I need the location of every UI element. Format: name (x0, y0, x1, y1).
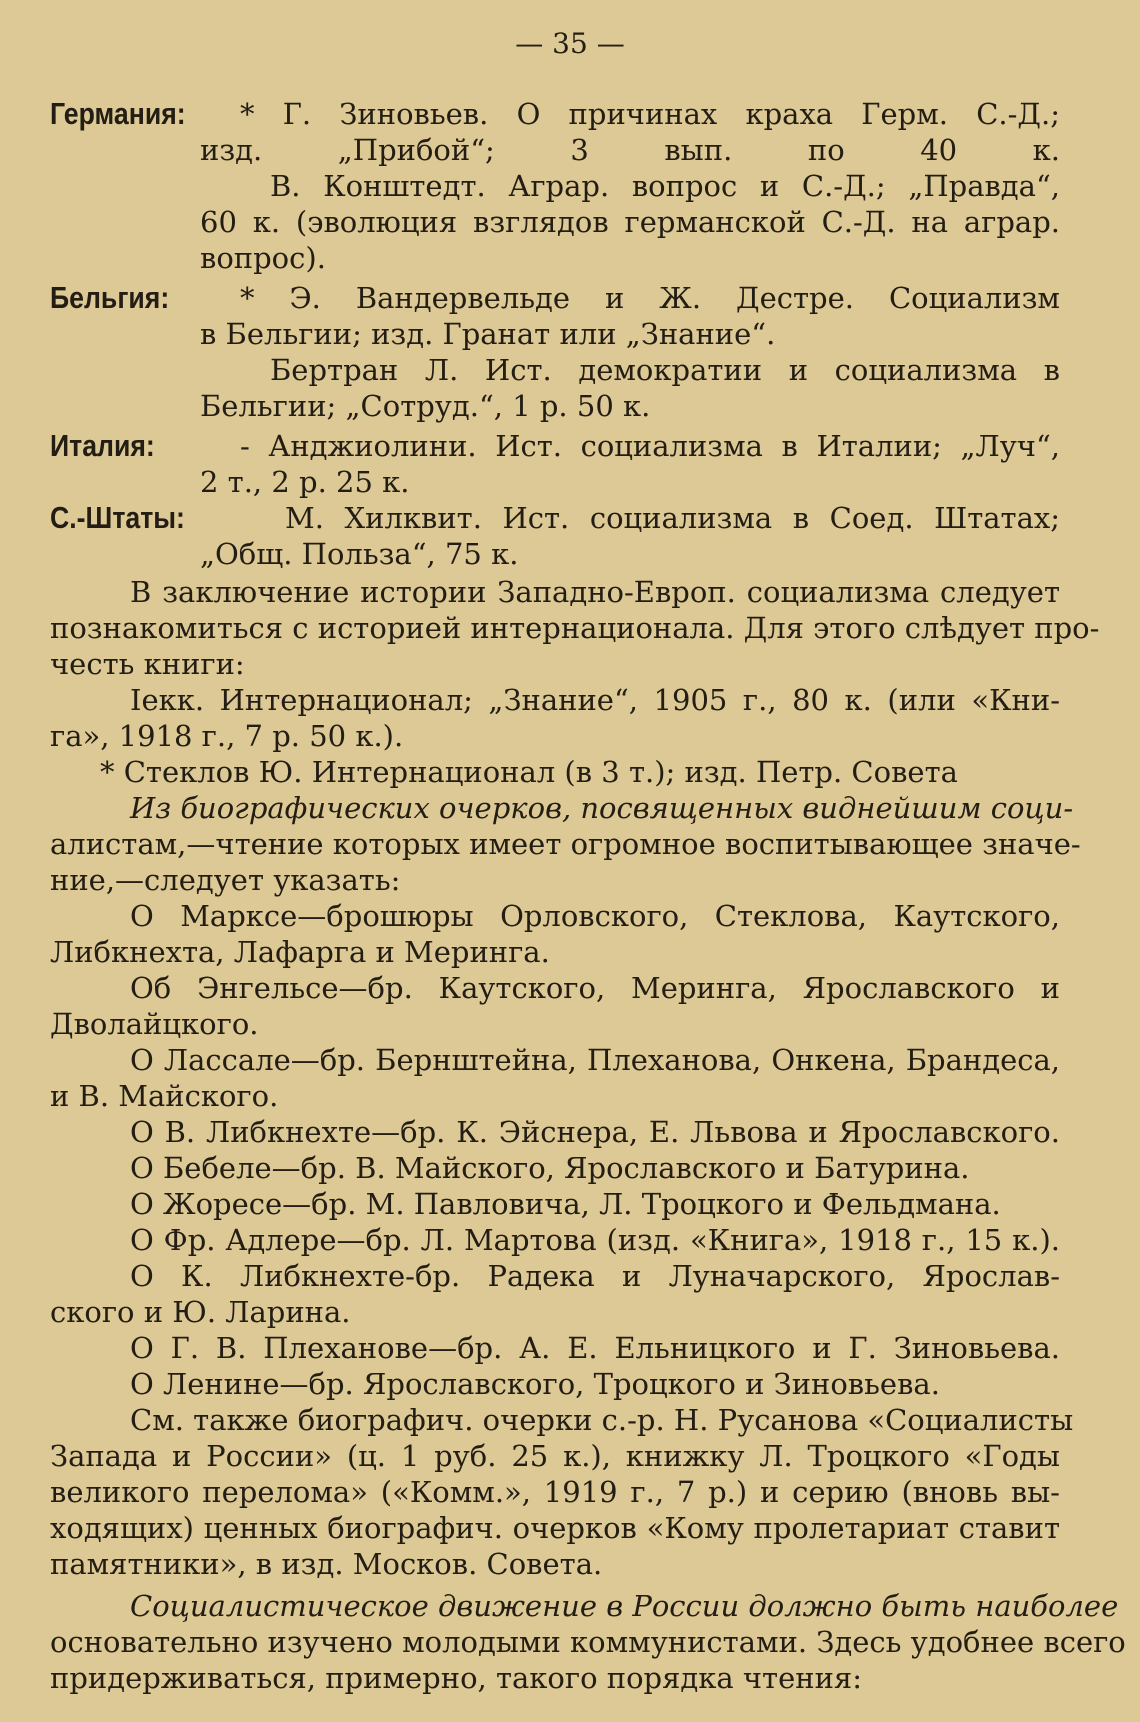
text-line: честь книги: (50, 647, 245, 681)
text-line: Бертран Л. Ист. демократии и социализма в (270, 353, 1060, 387)
text-line: О Лассале—бр. Бернштейна, Плеханова, Онкена, Брандеса, (130, 1043, 1060, 1077)
text-line: Об Энгельсе—бр. Каутского, Меринга, Ярославского и (130, 971, 1060, 1005)
text-line-italic-lead: Социалистическое движение в России должно быть наиболее (130, 1589, 1119, 1623)
text-line: ского и Ю. Ларина. (50, 1295, 351, 1329)
text-line: М. Хилквит. Ист. социализма в Соед. Штатах; (285, 501, 1060, 535)
text-line: Бельгии; „Сотруд.“, 1 р. 50 к. (200, 389, 651, 423)
text-line: 60 к. (эволюция взглядов германской С.-Д. на аграр. (200, 205, 1060, 239)
text-line-italic-lead: Из биографических очерков, посвященных виднейшим соци- (130, 791, 1074, 825)
page-number: — 35 — (515, 27, 625, 60)
text-line: га», 1918 г., 7 р. 50 к.). (50, 719, 404, 753)
text-line: Iекк. Интернационал; „Знание“, 1905 г., 80 к. (или «Кни- (130, 683, 1060, 717)
text-line: * Г. Зиновьев. О причинах краха Герм. С.-Д.; (240, 97, 1060, 131)
country-label-belgium: Бельгия: (50, 280, 170, 315)
text-line: познакомиться с историей интернационала. Для этого слѣдует про- (50, 611, 1100, 645)
text-line: О В. Либкнехте—бр. К. Эйснера, Е. Львова и Ярославского. (130, 1115, 1060, 1149)
text-line: и В. Майского. (50, 1079, 279, 1113)
text-line: О Марксе—брошюры Орловского, Стеклова, Каутского, (130, 899, 1060, 933)
text-line: ходящих) ценных биографич. очерков «Кому пролетариат ставит (50, 1511, 1060, 1545)
text-line: О Жоресе—бр. М. Павловича, Л. Троцкого и Фельдмана. (130, 1187, 1001, 1221)
text-line: 2 т., 2 р. 25 к. (200, 465, 410, 499)
text-line: * Стеклов Ю. Интернационал (в 3 т.); изд. Петр. Совета (100, 755, 958, 789)
text-line: В. Конштедт. Аграр. вопрос и С.-Д.; „Правда“, (270, 169, 1060, 203)
text-line: Дволайцкого. (50, 1007, 259, 1041)
text-line: алистам,—чтение которых имеет огромное воспитывающее значе- (50, 827, 1081, 861)
text-line: вопрос). (200, 241, 326, 275)
text-line: О Бебеле—бр. В. Майского, Ярославского и Батурина. (130, 1151, 970, 1185)
text-line: Либкнехта, Лафарга и Меринга. (50, 935, 550, 969)
text-line: в Бельгии; изд. Гранат или „Знание“. (200, 317, 776, 351)
text-line: придерживаться, примерно, такого порядка чтения: (50, 1661, 862, 1695)
text-line: * Э. Вандервельде и Ж. Дестре. Социализм (240, 281, 1060, 315)
text-line: великого перелома» («Комм.», 1919 г., 7 р.) и серию (вновь вы- (50, 1475, 1060, 1509)
text-line: изд. „Прибой“; 3 вып. по 40 к. (200, 133, 1060, 167)
text-line: памятники», в изд. Москов. Совета. (50, 1547, 603, 1581)
text-line: ние,—следует указать: (50, 863, 401, 897)
text-line: основательно изучено молодыми коммунистами. Здесь удобнее всего (50, 1625, 1126, 1659)
country-label-usa: С.-Штаты: (50, 500, 185, 535)
text-line: О Ленине—бр. Ярославского, Троцкого и Зиновьева. (130, 1367, 940, 1401)
country-label-germany: Германия: (50, 96, 186, 131)
text-line: О Г. В. Плеханове—бр. А. Е. Ельницкого и Г. Зиновьева. (130, 1331, 1060, 1365)
text-line: О К. Либкнехте-бр. Радека и Луначарского, Ярослав- (130, 1259, 1060, 1293)
text-line: Запада и России» (ц. 1 руб. 25 к.), книжку Л. Троцкого «Годы (50, 1439, 1060, 1473)
text-line: См. также биографич. очерки с.-р. Н. Русанова «Социалисты (130, 1403, 1074, 1437)
text-line: - Анджиолини. Ист. социализма в Италии; „Луч“, (240, 429, 1060, 463)
text-line: В заключение истории Западно-Европ. социализма следует (130, 575, 1060, 609)
text-line: О Фр. Адлере—бр. Л. Мартова (изд. «Книга», 1918 г., 15 к.). (130, 1223, 1060, 1257)
country-label-italy: Италия: (50, 428, 155, 463)
text-line: „Общ. Польза“, 75 к. (200, 537, 519, 571)
